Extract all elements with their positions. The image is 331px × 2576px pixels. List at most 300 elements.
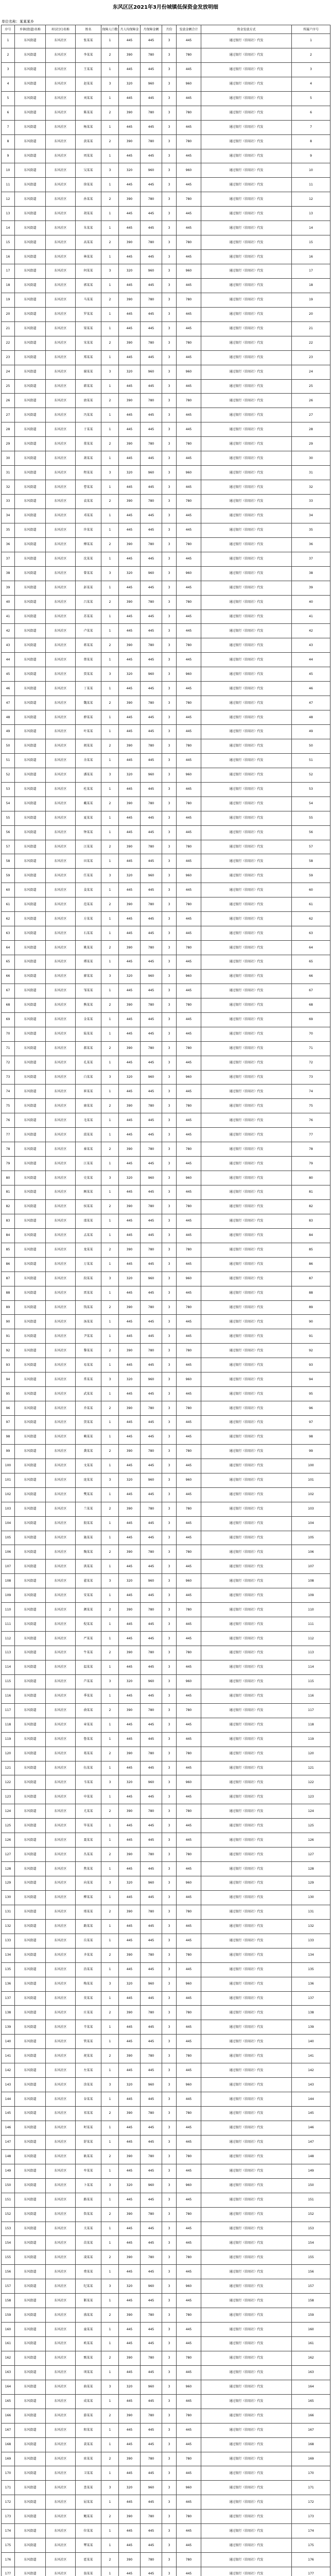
table-cell: 通过银行（信用社）代发: [201, 1761, 292, 1775]
table-cell: 东风社区: [46, 1272, 76, 1286]
table-row: [2, 941, 330, 955]
table-cell: 445: [119, 2193, 141, 2207]
table-cell: 112: [2, 1632, 15, 1646]
table-cell: 46: [292, 682, 330, 696]
table-row: [2, 1876, 330, 1891]
table-cell: 1: [101, 1157, 119, 1171]
table-cell: 2: [101, 2049, 119, 2063]
table-cell: 丁某某: [76, 682, 101, 696]
table-cell: 445: [141, 451, 162, 466]
table-cell: 林某某: [76, 250, 101, 264]
table-cell: 445: [119, 1560, 141, 1574]
table-cell: 780: [177, 1401, 201, 1416]
table-cell: 通过银行（信用社）代发: [201, 1876, 292, 1891]
table-cell: 汤某某: [76, 1315, 101, 1329]
table-cell: 28: [292, 422, 330, 437]
table-cell: 东风街道: [15, 926, 46, 941]
table-cell: 通过银行（信用社）代发: [201, 34, 292, 48]
table-cell: 通过银行（信用社）代发: [201, 2135, 292, 2149]
table-cell: 通过银行（信用社）代发: [201, 2006, 292, 2020]
table-cell: 东风街道: [15, 2279, 46, 2294]
table-cell: 445: [119, 1157, 141, 1171]
table-cell: 50: [2, 739, 15, 753]
table-cell: 320: [119, 264, 141, 279]
table-cell: 960: [177, 1775, 201, 1790]
table-cell: 141: [2, 2049, 15, 2063]
table-cell: 东风社区: [46, 2337, 76, 2351]
table-cell: 3: [162, 581, 177, 595]
table-cell: 445: [177, 2135, 201, 2149]
table-cell: 东风社区: [46, 77, 76, 91]
table-cell: 780: [141, 48, 162, 62]
table-cell: 3: [162, 2423, 177, 2437]
table-row: [2, 1516, 330, 1531]
table-cell: 111: [292, 1617, 330, 1632]
table-cell: 445: [141, 1516, 162, 1531]
table-cell: 23: [2, 350, 15, 365]
table-cell: 东风街道: [15, 321, 46, 336]
table-cell: 通过银行（信用社）代发: [201, 1199, 292, 1214]
table-cell: 79: [2, 1157, 15, 1171]
table-cell: 2: [101, 1545, 119, 1560]
table-cell: 445: [177, 1991, 201, 2006]
table-row: [2, 408, 330, 422]
table-cell: 3: [162, 782, 177, 796]
unit-label: 单位名称：某某某乡: [2, 20, 34, 24]
table-cell: 86: [292, 1257, 330, 1272]
table-cell: 780: [177, 897, 201, 912]
table-cell: 146: [292, 2121, 330, 2135]
table-cell: 3: [162, 495, 177, 509]
table-cell: 东风社区: [46, 134, 76, 149]
table-cell: 东风街道: [15, 840, 46, 854]
table-cell: 3: [162, 2394, 177, 2409]
table-row: [2, 840, 330, 854]
table-cell: 东风街道: [15, 495, 46, 509]
table-cell: 1: [101, 1660, 119, 1674]
table-cell: 3: [162, 1487, 177, 1502]
table-cell: 靳某某: [76, 2294, 101, 2308]
table-cell: 东风街道: [15, 638, 46, 653]
table-cell: 东风社区: [46, 1574, 76, 1588]
table-cell: 1: [101, 1833, 119, 1848]
table-row: [2, 379, 330, 394]
table-cell: 445: [177, 1056, 201, 1070]
table-cell: 东风社区: [46, 408, 76, 422]
table-cell: 77: [2, 1128, 15, 1142]
table-cell: 东风社区: [46, 969, 76, 984]
table-cell: 34: [2, 509, 15, 523]
table-cell: 通过银行（信用社）代发: [201, 2222, 292, 2236]
table-cell: 通过银行（信用社）代发: [201, 2236, 292, 2250]
table-cell: 157: [2, 2279, 15, 2294]
table-row: [2, 1660, 330, 1674]
table-cell: 1: [101, 1012, 119, 1027]
table-row: [2, 365, 330, 379]
table-row: [2, 1588, 330, 1603]
table-cell: 通过银行（信用社）代发: [201, 221, 292, 235]
table-cell: 3: [162, 1761, 177, 1775]
table-cell: 东风街道: [15, 2567, 46, 2576]
table-cell: 朱某某: [76, 221, 101, 235]
table-cell: 445: [177, 62, 201, 77]
table-cell: 780: [141, 1948, 162, 1962]
table-cell: 史某某: [76, 1171, 101, 1185]
table-cell: 东风社区: [46, 2394, 76, 2409]
table-cell: 320: [119, 768, 141, 782]
table-cell: 960: [141, 1876, 162, 1891]
table-cell: 东风街道: [15, 394, 46, 408]
table-cell: 445: [177, 207, 201, 221]
table-row: [2, 321, 330, 336]
table-cell: 21: [2, 321, 15, 336]
table-cell: 445: [119, 2121, 141, 2135]
table-cell: 390: [119, 1142, 141, 1157]
table-cell: 牟某某: [76, 2164, 101, 2178]
table-cell: 780: [141, 1243, 162, 1257]
table-cell: 1: [101, 912, 119, 926]
table-cell: 445: [141, 1387, 162, 1401]
table-cell: 54: [292, 796, 330, 811]
table-row: [2, 1646, 330, 1660]
table-cell: 169: [292, 2452, 330, 2466]
table-cell: 1: [101, 1617, 119, 1632]
table-cell: 乔某某: [76, 1401, 101, 1416]
table-cell: 445: [119, 221, 141, 235]
table-cell: 445: [119, 2365, 141, 2380]
table-cell: 43: [2, 638, 15, 653]
table-cell: 东风社区: [46, 1243, 76, 1257]
table-cell: 960: [141, 969, 162, 984]
table-cell: 通过银行（信用社）代发: [201, 1128, 292, 1142]
table-cell: 28: [2, 422, 15, 437]
table-cell: 445: [177, 221, 201, 235]
table-cell: 彭某某: [76, 581, 101, 595]
table-cell: 通过银行（信用社）代发: [201, 1890, 292, 1905]
table-cell: 东风街道: [15, 1487, 46, 1502]
table-cell: 通过银行（信用社）代发: [201, 2107, 292, 2121]
table-cell: 445: [119, 955, 141, 970]
table-cell: 通过银行（信用社）代发: [201, 1977, 292, 1991]
table-cell: 3: [101, 2178, 119, 2193]
table-cell: 445: [141, 2365, 162, 2380]
table-cell: 60: [2, 883, 15, 897]
table-cell: 通过银行（信用社）代发: [201, 825, 292, 840]
table-cell: 2: [101, 106, 119, 120]
table-cell: 171: [2, 2481, 15, 2495]
table-row: [2, 422, 330, 437]
table-cell: 东风社区: [46, 379, 76, 394]
table-cell: 东风街道: [15, 48, 46, 62]
table-cell: 15: [2, 235, 15, 250]
table-cell: 东风街道: [15, 1574, 46, 1588]
table-cell: 445: [119, 1588, 141, 1603]
table-cell: 20: [292, 307, 330, 321]
table-row: [2, 2553, 330, 2567]
table-cell: 通过银行（信用社）代发: [201, 1358, 292, 1372]
table-cell: 390: [119, 134, 141, 149]
table-cell: 445: [119, 984, 141, 998]
table-cell: 320: [119, 1977, 141, 1991]
table-cell: 东风社区: [46, 1430, 76, 1444]
table-cell: 谢某某: [76, 365, 101, 379]
table-cell: 445: [119, 2063, 141, 2078]
table-cell: 3: [101, 2481, 119, 2495]
table-cell: 445: [141, 91, 162, 106]
table-row: [2, 1617, 330, 1632]
table-cell: 960: [141, 2178, 162, 2193]
table-header-row: [2, 25, 330, 34]
table-row: [2, 523, 330, 537]
table-row: [2, 278, 330, 293]
table-cell: 1: [101, 624, 119, 638]
table-cell: 东风街道: [15, 2409, 46, 2423]
table-cell: 李某某: [76, 48, 101, 62]
table-cell: 1: [101, 2121, 119, 2135]
table-cell: 3: [162, 1401, 177, 1416]
table-cell: 320: [119, 1171, 141, 1185]
table-cell: 3: [162, 250, 177, 264]
table-cell: 东风社区: [46, 1977, 76, 1991]
table-cell: 390: [119, 1502, 141, 1516]
table-cell: 3: [162, 682, 177, 696]
table-cell: 东风街道: [15, 1416, 46, 1430]
table-cell: 82: [2, 1199, 15, 1214]
table-cell: 通过银行（信用社）代发: [201, 1848, 292, 1862]
table-row: [2, 1315, 330, 1329]
table-cell: 2: [101, 1344, 119, 1358]
table-cell: 445: [177, 307, 201, 321]
table-row: [2, 912, 330, 926]
table-cell: 445: [177, 2567, 201, 2576]
table-cell: 通过银行（信用社）代发: [201, 480, 292, 495]
table-cell: 780: [177, 192, 201, 207]
table-cell: 156: [2, 2265, 15, 2279]
table-cell: 东风社区: [46, 537, 76, 552]
table-cell: 124: [292, 1804, 330, 1819]
table-cell: 俞某某: [76, 1703, 101, 1718]
table-cell: 1: [101, 278, 119, 293]
table-cell: 445: [141, 422, 162, 437]
table-cell: 吴某某: [76, 163, 101, 178]
table-cell: 东风街道: [15, 2308, 46, 2323]
table-cell: 172: [2, 2495, 15, 2510]
table-cell: 445: [119, 1718, 141, 1732]
table-cell: 126: [292, 1833, 330, 1848]
table-cell: 780: [177, 2049, 201, 2063]
table-cell: 64: [292, 941, 330, 955]
table-cell: 106: [292, 1545, 330, 1560]
table-cell: 445: [177, 811, 201, 825]
table-cell: 通过银行（信用社）代发: [201, 1157, 292, 1171]
table-cell: 3: [162, 2323, 177, 2337]
table-cell: 390: [119, 1545, 141, 1560]
table-cell: 东风社区: [46, 1228, 76, 1243]
table-cell: 3: [162, 1157, 177, 1171]
table-cell: 104: [292, 1516, 330, 1531]
table-cell: 445: [177, 1416, 201, 1430]
table-cell: 东风街道: [15, 2524, 46, 2538]
table-cell: 1: [101, 609, 119, 624]
table-cell: 通过银行（信用社）代发: [201, 869, 292, 883]
table-cell: 445: [119, 1660, 141, 1674]
table-cell: 58: [292, 854, 330, 869]
table-row: [2, 394, 330, 408]
table-cell: 445: [177, 2337, 201, 2351]
table-cell: 24: [292, 365, 330, 379]
table-cell: 东风社区: [46, 2121, 76, 2135]
table-cell: 445: [119, 350, 141, 365]
table-cell: 445: [119, 2222, 141, 2236]
table-cell: 东风社区: [46, 466, 76, 480]
table-cell: 320: [119, 969, 141, 984]
table-cell: 445: [141, 1286, 162, 1300]
table-cell: 445: [177, 1459, 201, 1473]
table-cell: 445: [177, 1732, 201, 1747]
table-cell: 320: [119, 1775, 141, 1790]
table-cell: 112: [292, 1632, 330, 1646]
table-cell: 106: [2, 1545, 15, 1560]
table-cell: 4: [292, 77, 330, 91]
table-cell: 董某某: [76, 437, 101, 451]
table-cell: 通过银行（信用社）代发: [201, 581, 292, 595]
table-cell: 马某某: [76, 293, 101, 307]
table-cell: 445: [141, 62, 162, 77]
table-cell: 445: [141, 350, 162, 365]
table-cell: 2: [101, 2107, 119, 2121]
table-cell: 320: [119, 1574, 141, 1588]
table-cell: 390: [119, 1603, 141, 1617]
table-cell: 390: [119, 336, 141, 350]
table-cell: 安某某: [76, 1588, 101, 1603]
table-cell: 文某某: [76, 1459, 101, 1473]
table-cell: 86: [2, 1257, 15, 1272]
table-cell: 83: [2, 1214, 15, 1228]
table-row: [2, 782, 330, 796]
table-cell: 445: [177, 912, 201, 926]
table-cell: 1: [101, 1560, 119, 1574]
table-cell: 1: [101, 221, 119, 235]
table-cell: 通过银行（信用社）代发: [201, 1459, 292, 1473]
table-cell: 445: [119, 2437, 141, 2452]
table-cell: 通过银行（信用社）代发: [201, 134, 292, 149]
table-cell: 445: [119, 2423, 141, 2437]
table-cell: 通过银行（信用社）代发: [201, 1718, 292, 1732]
table-cell: 445: [177, 2437, 201, 2452]
table-cell: 通过银行（信用社）代发: [201, 293, 292, 307]
table-cell: 2: [101, 134, 119, 149]
table-cell: 445: [119, 1012, 141, 1027]
table-cell: 114: [292, 1660, 330, 1674]
table-cell: 许某某: [76, 523, 101, 537]
table-cell: 445: [141, 1732, 162, 1747]
table-cell: 东风街道: [15, 1790, 46, 1804]
table-cell: 2: [101, 1041, 119, 1056]
table-cell: 132: [2, 1919, 15, 1934]
table-cell: 3: [162, 1632, 177, 1646]
table-cell: 1: [101, 581, 119, 595]
table-cell: 东风街道: [15, 264, 46, 279]
table-cell: 32: [2, 480, 15, 495]
table-cell: 3: [162, 523, 177, 537]
table-cell: 62: [2, 912, 15, 926]
table-cell: 445: [177, 1862, 201, 1876]
table-cell: 东风街道: [15, 1199, 46, 1214]
table-cell: 东风社区: [46, 2452, 76, 2466]
table-cell: 3: [162, 1459, 177, 1473]
table-cell: 780: [177, 134, 201, 149]
table-row: [2, 495, 330, 509]
table-cell: 白某某: [76, 1070, 101, 1084]
table-cell: 445: [141, 2164, 162, 2178]
table-cell: 通过银行（信用社）代发: [201, 307, 292, 321]
table-cell: 25: [292, 379, 330, 394]
table-cell: 320: [119, 2279, 141, 2294]
table-cell: 780: [177, 2250, 201, 2265]
table-cell: 90: [2, 1315, 15, 1329]
table-cell: 780: [177, 336, 201, 350]
table-cell: 445: [119, 1387, 141, 1401]
table-cell: 通过银行（信用社）代发: [201, 1041, 292, 1056]
table-cell: 耿某某: [76, 2149, 101, 2164]
table-cell: 45: [2, 667, 15, 682]
table-row: [2, 2538, 330, 2553]
table-cell: 东风社区: [46, 1747, 76, 1761]
table-cell: 445: [141, 1128, 162, 1142]
table-cell: 37: [2, 552, 15, 566]
table-cell: 通过银行（信用社）代发: [201, 77, 292, 91]
table-cell: 任某某: [76, 869, 101, 883]
table-cell: 98: [292, 1430, 330, 1444]
table-cell: 东风社区: [46, 1070, 76, 1084]
table-cell: 58: [2, 854, 15, 869]
table-cell: 东风街道: [15, 1185, 46, 1200]
table-cell: 99: [2, 1444, 15, 1459]
table-cell: 通过银行（信用社）代发: [201, 495, 292, 509]
table-cell: 3: [162, 2222, 177, 2236]
table-cell: 东风街道: [15, 1084, 46, 1099]
table-cell: 苏某某: [76, 609, 101, 624]
table-cell: 445: [141, 2222, 162, 2236]
table-cell: 1: [101, 1487, 119, 1502]
table-cell: 445: [177, 379, 201, 394]
table-cell: 东风社区: [46, 854, 76, 869]
table-cell: 东风社区: [46, 725, 76, 739]
table-cell: 445: [119, 1919, 141, 1934]
table-row: [2, 2323, 330, 2337]
column-header: 村(社区)名称: [46, 25, 76, 34]
table-cell: 445: [119, 1934, 141, 1948]
table-cell: 162: [2, 2351, 15, 2365]
table-cell: 通过银行（信用社）代发: [201, 2510, 292, 2524]
table-row: [2, 1056, 330, 1070]
table-cell: 3: [162, 1934, 177, 1948]
table-row: [2, 2035, 330, 2049]
table-cell: 780: [141, 2207, 162, 2222]
table-cell: 445: [177, 91, 201, 106]
table-cell: 175: [292, 2538, 330, 2553]
table-cell: 通过银行（信用社）代发: [201, 1747, 292, 1761]
table-cell: 通过银行（信用社）代发: [201, 1228, 292, 1243]
table-cell: 445: [141, 1157, 162, 1171]
table-cell: 130: [2, 1890, 15, 1905]
table-row: [2, 2409, 330, 2423]
table-cell: 89: [292, 1300, 330, 1315]
table-cell: 87: [292, 1272, 330, 1286]
table-cell: 赖某某: [76, 1430, 101, 1444]
table-row: [2, 2049, 330, 2063]
table-cell: 960: [177, 869, 201, 883]
